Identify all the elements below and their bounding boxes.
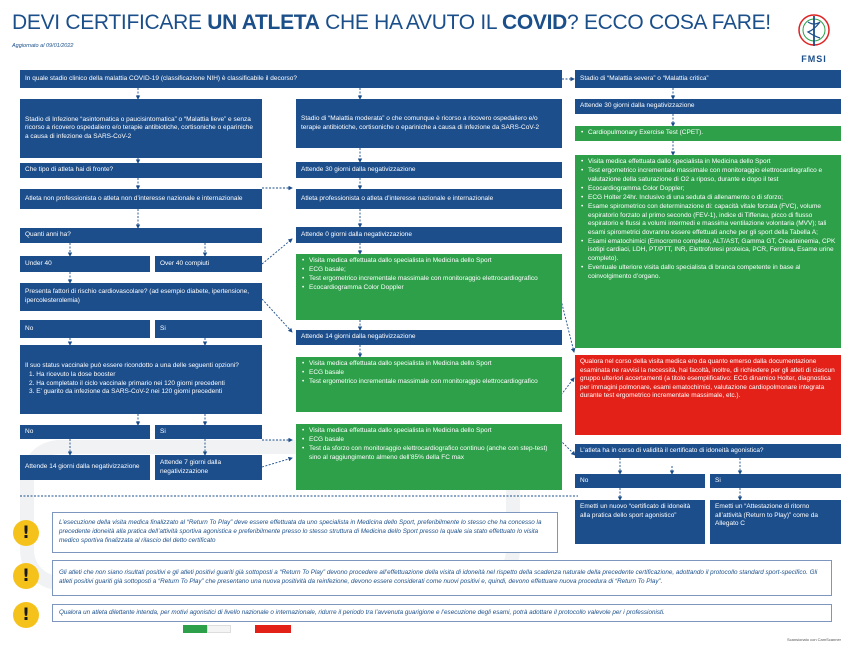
vaccine-yes: Si [155,425,262,439]
warning-icon: ! [13,602,39,628]
vaccine-option: 3. E’ guarito da infezione da SARS-CoV-2 nei 120 giorni precedenti [29,388,223,396]
protocol-item: • Esame spirometrico con determinazione di: capacità vitale forzata (FVC), volume espiratorio forzato al primo secondo (FEV-1), indice di Tiffenau, picco di flusso espiratorio e flussi a volumi intermedi e massima ventilazione volontaria (MVV); tali esami spirometrici dovranno essere effettuati anche per gli sport della Tabella A; [580,203,836,237]
validity-no: No [575,474,705,488]
q-age: Quanti anni ha? [20,228,262,243]
athlete-pro: Atleta professionista o atleta d’interesse nazionale e internazionale [296,189,562,209]
protocol-item: • Test ergometrico incrementale massimale con monitoraggio elettrocardiografico [301,275,557,284]
vaccine-option: 1. Ha ricevuto la dose booster [29,370,116,378]
protocol-item: • Ecocardiogramma Color Doppler; [580,185,836,194]
scan-watermark: Scansionato con CamScanner [786,637,841,642]
logo-text: FMSI [801,54,827,64]
protocol-item: • ECG basale [301,436,557,445]
note-return-to-play: L’esecuzione della visita medica finalizzato al “Return To Play” deve essere effettuata da uno specialista in Medicina dello Sport, preferibilmente lo stesso che ha concesso la precedente idoneità alla pratica dell’attività sportiva agonistica e preferibilmente presso lo stesso struttura di Medicina dello Sport presso la quale sia stato effettuato lo visita medico sportiva finalizzata al rilascio del detto certificato [52,512,558,553]
protocol-item: • Visita medica effettuata dallo specialista in Medicina dello Sport [301,360,557,369]
q-clinical-stage: In quale stadio clinico della malattia COVID-19 (classificazione NIH) è classificabile il decorso? [20,70,562,88]
moderate-wait-30: Attende 30 giorni dalla negativizzazione [296,162,562,178]
warning-icon: ! [13,520,39,546]
protocol-list-severe [575,155,841,348]
protocol-item: • Eventuale ulteriore visita dallo specialista di branca competente in base al coinvolgimento d’organo. [580,264,836,281]
stage-mild: Stadio di Infezione “asintomatica o paucisintomatica” o “Malattia lieve” e senza ricorso a ricovero ospedaliero e/o terapie antibiotiche, cortisoniche o epariniche a causa di infezione da SARS-CoV-2 [20,99,262,158]
wait-14-days-b: Attende 14 giorni dalla negativizzazione [296,330,562,345]
emit-new-certificate: Emetti un nuovo “certificato di idoneità alla pratica dello sport agonistico” [575,500,705,544]
protocol-item: • Ecocardiogramma Color Doppler [301,284,557,293]
update-date: Aggiornato al 09/01/2022 [12,43,74,49]
vaccine-no: No [20,425,150,439]
risk-no: No [20,320,150,338]
protocol-list-c [296,424,562,490]
flag-stripe-white [207,625,231,633]
cpet-test [575,126,841,141]
severe-wait-30: Attende 30 giorni dalla negativizzazione [575,99,841,114]
note-amateur-athlete: Qualora un atleta dilettante intenda, per motivi agonistici di livello nazionale o internazionale, ridurre il periodo tra l’avvenuta guarigione e l’esecuzione degli esami, potrà adottare il protocollo valevole per i professionisti. [52,604,832,622]
protocol-item: • Test ergometrico incrementale massimale con monitoraggio elettrocardiografico [301,378,557,387]
fmsi-logo [787,10,841,70]
protocol-item: • Visita medica effettuata dallo specialista in Medicina dello Sport [580,158,836,167]
q-certificate-validity: L’atleta ha in corso di validità il certificato di idoneità agonistica? [575,444,841,458]
protocol-item: • Test ergometrico incrementale massimale con monitoraggio elettrocardiografico e valutazione della saturazione di O2 a riposo, durante e dopo il test [580,167,836,184]
q-athlete-type: Che tipo di atleta hai di fronte? [20,163,262,178]
protocol-item: • Cardiopulmonary Exercise Test (CPET). [580,129,836,138]
wait-7-days: Attende 7 giorni dalla negativizzazione [155,455,262,480]
protocol-item: • ECG basale [301,369,557,378]
protocol-list-a [296,254,562,320]
q-risk-factors: Presenta fattori di rischio cardiovascolare? (ad esempio diabete, ipertensione, ipercolesterolemia) [20,283,262,311]
protocol-item: • ECG basale; [301,266,557,275]
warning-icon: ! [13,563,39,589]
protocol-item: • Esami ematochimici (Emocromo completo, ALT/AST, Gamma GT, Creatininemia, CPK isotipi cardiaci, LDH, PT/PTT, INR, Elettroforesi proteica, PCR, Ferritina, Esame urine completo). [580,238,836,264]
stage-moderate: Stadio di “Malattia moderata” o che comunque è ricorso a ricovero ospedaliero e/o terapie antibiotiche, cortisoniche o epariniche a causa di infezione da SARS-CoV-2 [296,99,562,148]
flag-stripe-red [255,625,291,633]
athlete-non-pro: Atleta non professionista o atleta non d’interesse nazionale e internazionale [20,189,262,209]
caduceus-icon [787,10,841,54]
vaccine-option: 2. Ha completato il ciclo vaccinale primario nei 120 giorni precedenti [29,379,225,387]
wait-14-days: Attende 14 giorni dalla negativizzazione [20,455,150,480]
risk-yes: Si [155,320,262,338]
note-reinfection: Gli atleti che non siano risultati positivi e gli atleti positivi guariti già sottoposti a “Return To Play” devono procedere all’effettuazione della visita di idoneità nel rispetto della scadenza naturale della precedente certificazione, adottando il protocollo standard sport-specifico. Gli atleti positivi guariti già sottoposti a “Return To Play” che presentano una nuova positività da reinfezione, devono essere considerati come nuovi positivi e, quindi, devono effettuare nuova procedura di “Return To Play”. [52,560,832,596]
emit-return-to-play: Emetti un “Attestazione di ritorno all’attività (Return to Play)” come da Allegato C [710,500,841,544]
stage-severe: Stadio di “Malattia severa” o “Malattia critica” [575,70,841,88]
q-vaccine-status: Il suo status vaccinale può essere ricondotto a una delle seguenti opzioni? 1. Ha ricevuto la dose booster 2. Ha completato il ciclo vaccinale primario nei 120 giorni precedenti 3. E’ guarito da infezione da SARS-CoV-2 nei 120 giorni precedenti [20,345,262,414]
protocol-list-b [296,357,562,412]
protocol-item: • ECG Holter 24hr. Inclusivo di una seduta di allenamento o di sforzo; [580,194,836,203]
protocol-item: • Test da sforzo con monitoraggio elettrocardiografico continuo (anche con step-test) sino al raggiungimento almeno dell’85% della FC max [301,445,557,462]
protocol-item: • Visita medica effettuata dallo specialista in Medicina dello Sport [301,257,557,266]
wait-0-days: Attende 0 giorni dalla negativizzazione [296,227,562,243]
validity-yes: Si [710,474,841,488]
flag-stripe-green [183,625,207,633]
additional-tests-note: Qualora nel corso della visita medica e/o da quanto emerso dalla documentazione esaminata ne ravvisi la necessità, hai facoltà, inoltre, di richiedere per gli atleti di ciascun gruppo ulteriori accertamenti (a titolo esemplificativo: ECG dinamico Holter, diagnostica per immagini polmonare, esami ematochimici, valutazione cardiopolmonare integrata durante test ergometrico incrementale massimale, etc.). [575,355,841,435]
age-under40: Under 40 [20,256,150,272]
protocol-item: • Visita medica effettuata dallo specialista in Medicina dello Sport [301,427,557,436]
age-over40: Over 40 compiuti [155,256,262,272]
page-title: DEVI CERTIFICARE UN ATLETA CHE HA AVUTO IL COVID? ECCO COSA FARE! [12,11,771,34]
